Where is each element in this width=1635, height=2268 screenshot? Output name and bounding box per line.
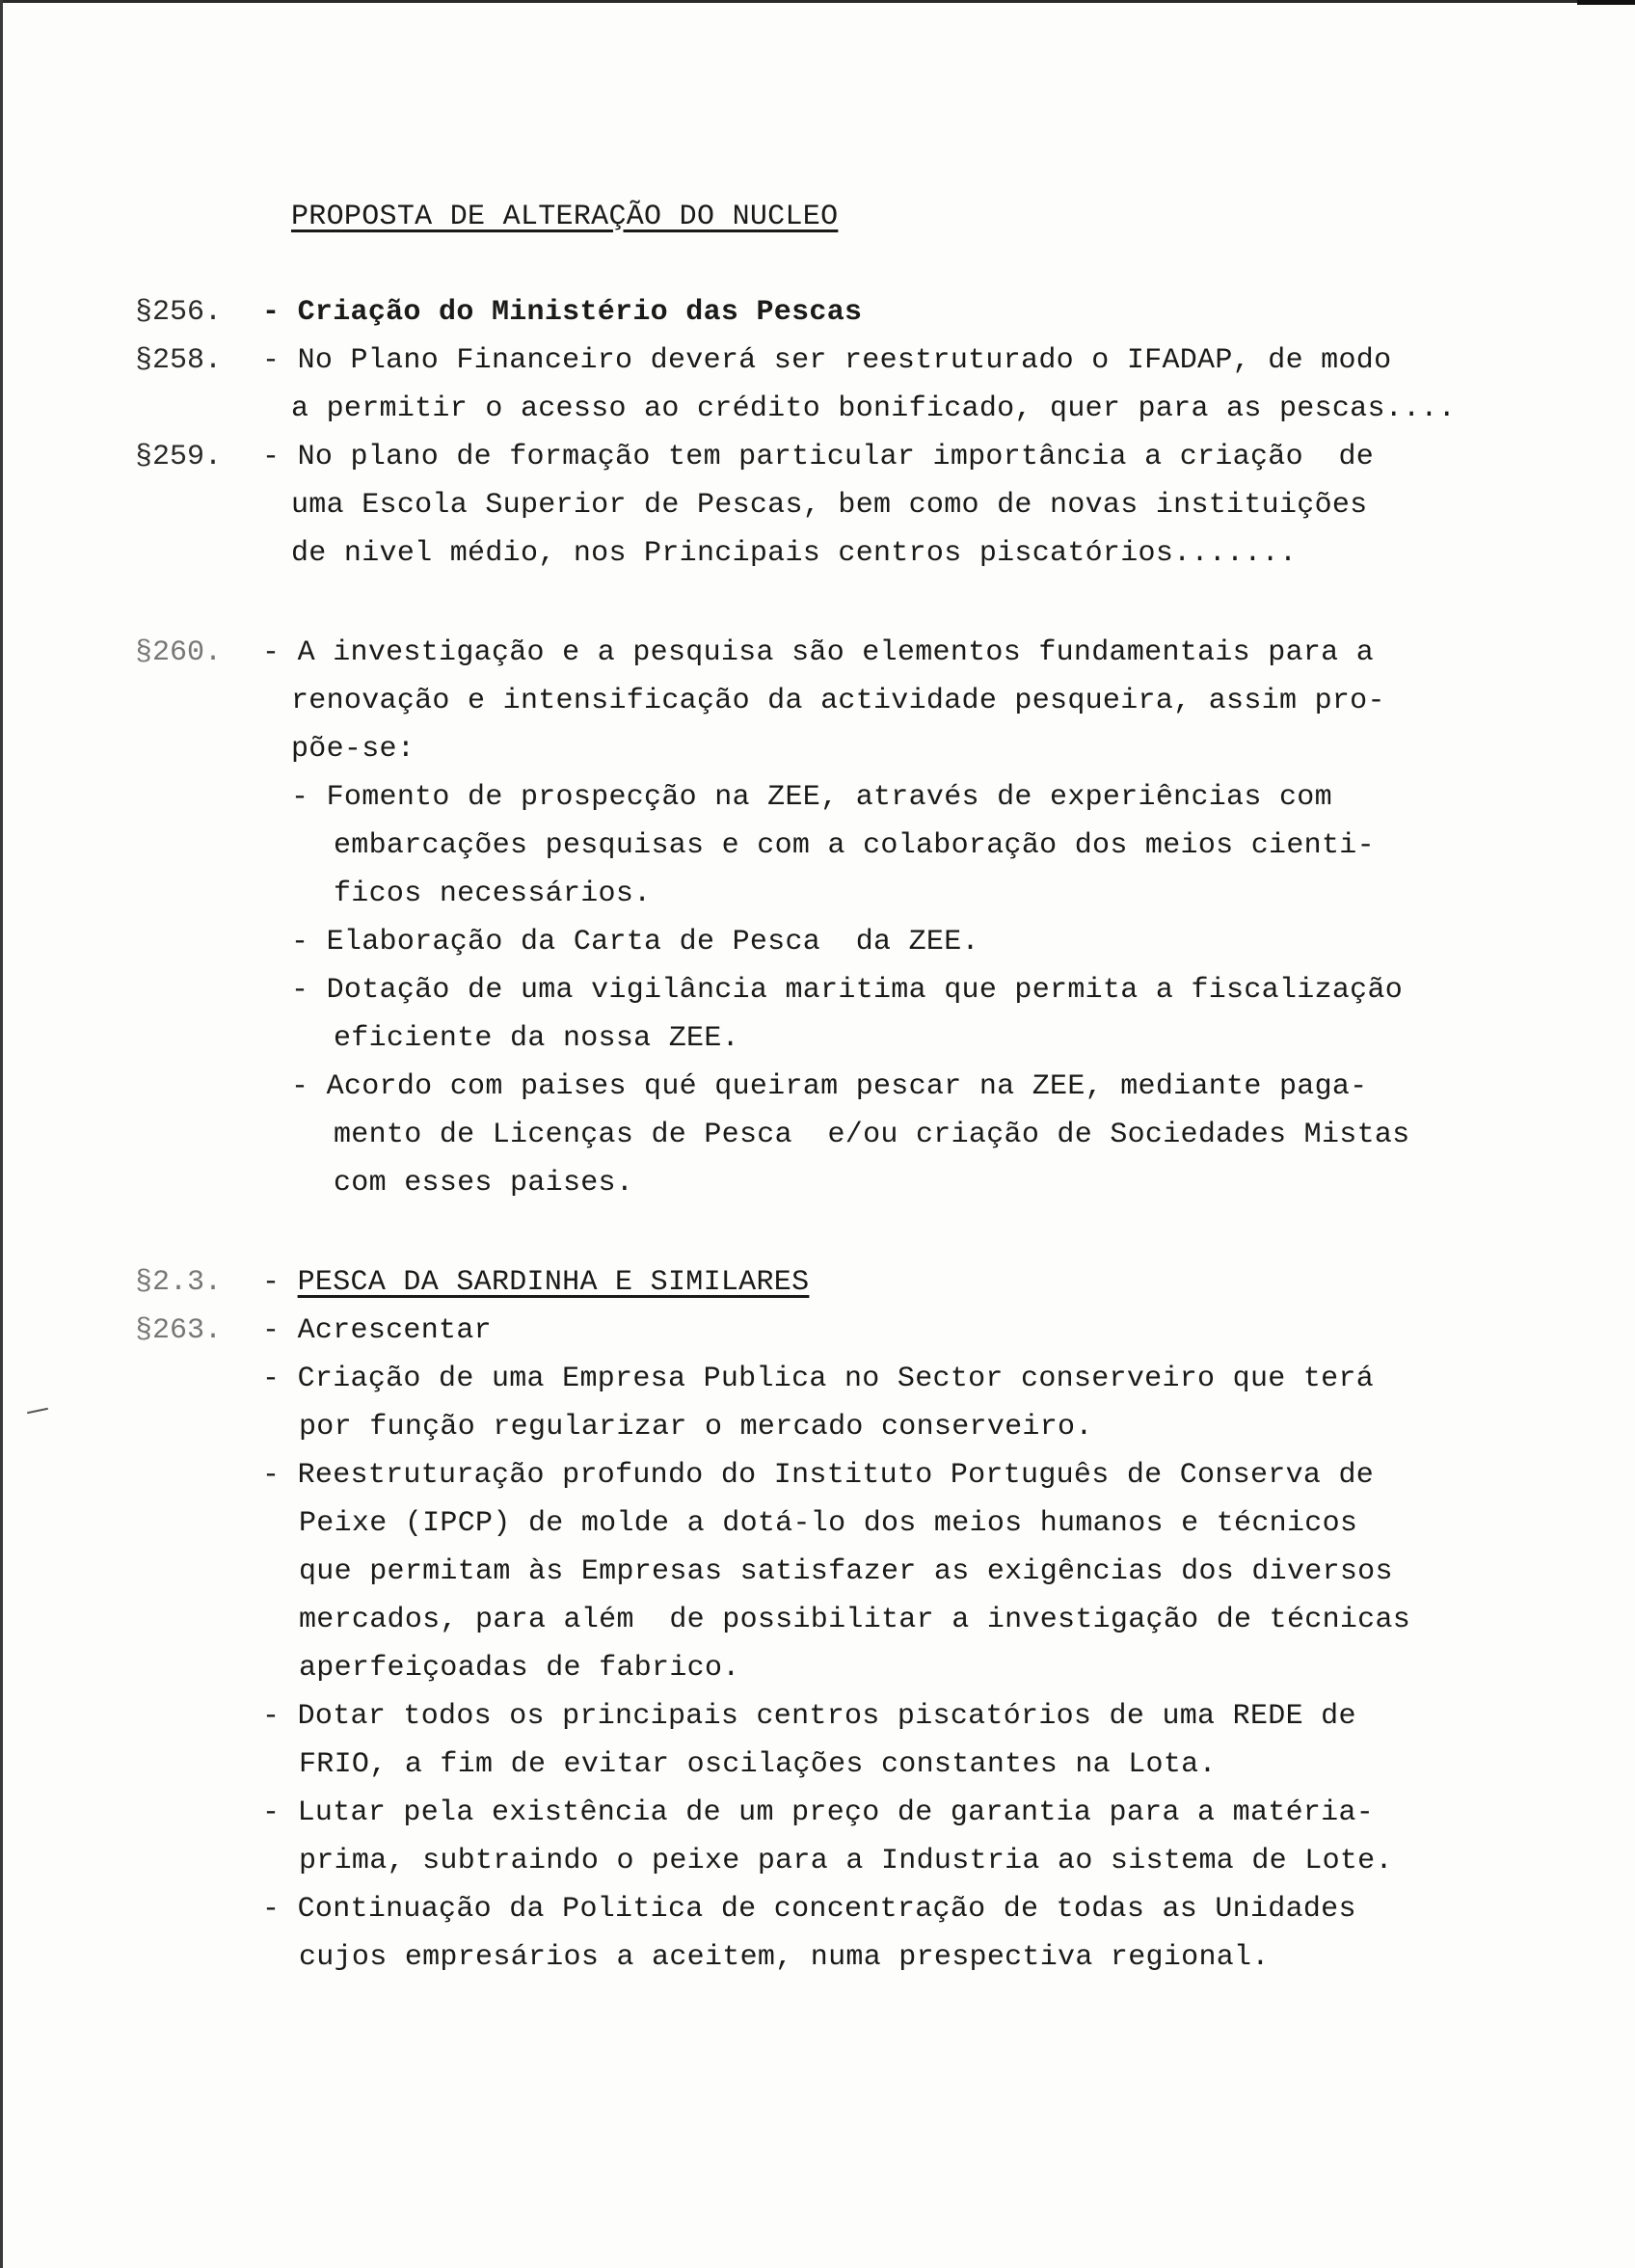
section-number: §2.3. <box>135 1266 223 1299</box>
bullet-line: - Dotar todos os principais centros piscatórios de uma REDE de <box>262 1700 1356 1733</box>
bullet-line: que permitam às Empresas satisfazer as exigências dos diversos <box>299 1555 1393 1588</box>
bullet-line: - Lutar pela existência de um preço de garantia para a matéria- <box>262 1796 1375 1829</box>
bullet-line: aperfeiçoadas de fabrico. <box>299 1652 740 1685</box>
section-dash: - <box>262 1266 298 1299</box>
paragraph-line: - A investigação e a pesquisa são elementos fundamentais para a <box>262 636 1375 669</box>
bullet-line: embarcações pesquisas e com a colaboração dos meios cienti- <box>334 829 1375 862</box>
paragraph-number: §258. <box>135 344 223 377</box>
bullet-line: prima, subtraindo o peixe para a Industria ao sistema de Lote. <box>299 1845 1393 1877</box>
bullet-line: cujos empresários a aceitem, numa prespectiva regional. <box>299 1941 1270 1974</box>
paragraph-line: - No plano de formação tem particular importância a criação de <box>262 441 1375 473</box>
bullet-line: mento de Licenças de Pesca e/ou criação de Sociedades Mistas <box>334 1119 1410 1151</box>
bullet-line: - Acordo com paises qué queiram pescar na ZEE, mediante paga- <box>291 1070 1368 1103</box>
bullet-line: Peixe (IPCP) de molde a dotá-lo dos meios humanos e técnicos <box>299 1507 1358 1540</box>
bullet-line: - Continuação da Politica de concentração de todas as Unidades <box>262 1893 1356 1926</box>
scan-speck <box>27 1408 48 1415</box>
bullet-line: - Reestruturação profundo do Instituto Português de Conserva de <box>262 1459 1375 1492</box>
bullet-line: com esses paises. <box>334 1167 634 1200</box>
page-heading: PROPOSTA DE ALTERAÇÃO DO NUCLEO <box>291 201 839 233</box>
paragraph-line: - Criação do Ministério das Pescas <box>262 296 863 329</box>
paragraph-number: §256. <box>135 296 223 329</box>
paragraph-line: a permitir o acesso ao crédito bonificado, quer para as pescas.... <box>291 392 1456 425</box>
paragraph-line: de nivel médio, nos Principais centros piscatórios....... <box>291 537 1298 570</box>
bullet-line: por função regularizar o mercado conserveiro. <box>299 1411 1093 1444</box>
bullet-line: - Fomento de prospecção na ZEE, através de experiências com <box>291 781 1332 814</box>
bullet-line: ficos necessários. <box>334 878 652 910</box>
bullet-line: FRIO, a fim de evitar oscilações constantes na Lota. <box>299 1748 1217 1781</box>
bullet-line: - Elaboração da Carta de Pesca da ZEE. <box>291 926 979 958</box>
bullet-line: - Criação de uma Empresa Publica no Sector conserveiro que terá <box>262 1363 1375 1395</box>
paragraph-line: uma Escola Superior de Pescas, bem como de novas instituições <box>291 489 1368 522</box>
paragraph-line: renovação e intensificação da actividade pesqueira, assim pro- <box>291 685 1385 717</box>
paragraph-line: põe-se: <box>291 733 415 766</box>
paragraph-number: §263. <box>135 1314 223 1347</box>
section-title: PESCA DA SARDINHA E SIMILARES <box>297 1266 810 1299</box>
bullet-line: mercados, para além de possibilitar a investigação de técnicas <box>299 1604 1411 1636</box>
scan-border-corner <box>1577 0 1635 5</box>
scan-border-left <box>0 0 3 2268</box>
bullet-line: - Dotação de uma vigilância maritima que permita a fiscalização <box>291 974 1404 1007</box>
paragraph-number: §260. <box>135 636 223 669</box>
paragraph-line: - No Plano Financeiro deverá ser reestruturado o IFADAP, de modo <box>262 344 1392 377</box>
bullet-line: eficiente da nossa ZEE. <box>334 1022 739 1055</box>
paragraph-line: - Acrescentar <box>262 1314 492 1347</box>
scan-border-top <box>0 0 1635 3</box>
paragraph-number: §259. <box>135 441 223 473</box>
section-title-row <box>262 1263 809 1302</box>
